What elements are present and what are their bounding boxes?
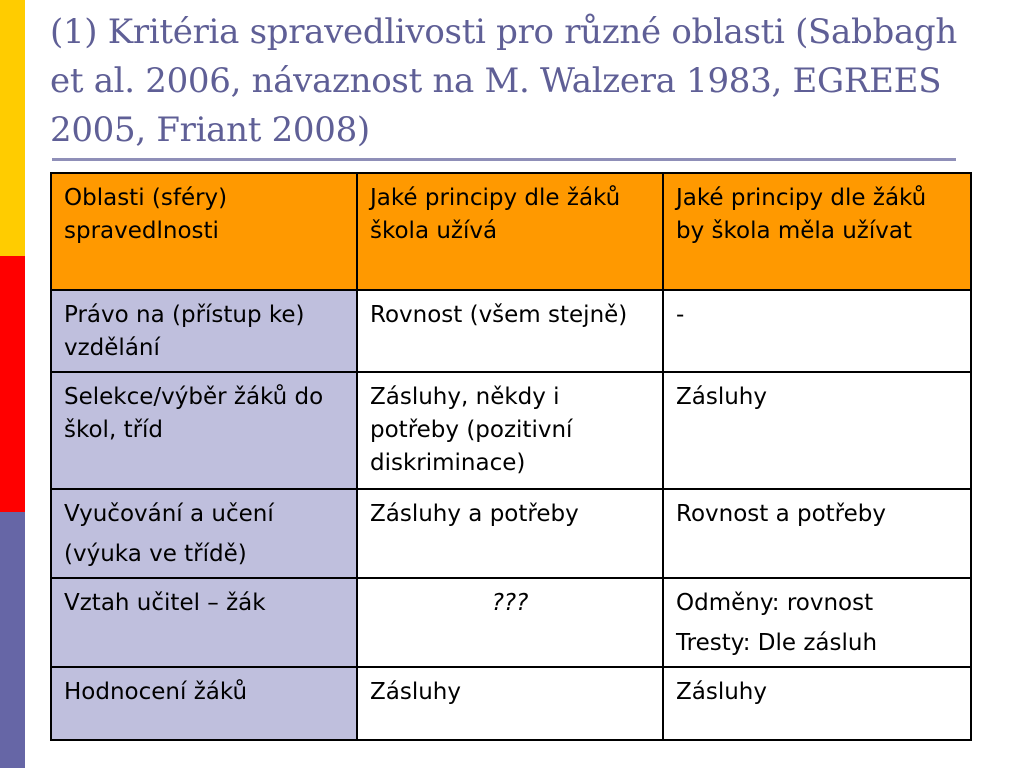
criteria-table <box>50 172 972 741</box>
row-label-cell <box>51 489 357 578</box>
row-label-cell <box>51 290 357 372</box>
row-label-cell <box>51 667 357 740</box>
should-principle-cell <box>663 667 971 740</box>
side-stripe-red <box>0 256 25 512</box>
used-principle-cell <box>357 667 663 740</box>
cell-text: Zásluhy <box>676 679 767 705</box>
row-label-cell <box>51 578 357 667</box>
header-cell-used: Jaké principy dle žáků škola užívá <box>357 173 663 290</box>
cell-text: Selekce/výběr žáků do škol, tříd <box>64 384 324 443</box>
side-stripe-yellow <box>0 0 25 256</box>
cell-text: Zásluhy <box>676 384 767 410</box>
cell-text: Právo na (přístup ke) vzdělání <box>64 302 305 361</box>
table-row <box>51 489 971 578</box>
cell-text: Tresty: Dle zásluh <box>676 630 878 656</box>
table-row <box>51 290 971 372</box>
header-cell-area: Oblasti (sféry) spravedlnosti <box>51 173 357 290</box>
side-stripe-blue <box>0 512 25 768</box>
table-row <box>51 578 971 667</box>
cell-text: Rovnost a potřeby <box>676 501 886 527</box>
cell-text: Hodnocení žáků <box>64 679 248 705</box>
row-label-cell <box>51 372 357 489</box>
cell-text: Odměny: rovnost <box>676 590 874 616</box>
cell-text: Vztah učitel – žák <box>64 590 266 616</box>
title-underline <box>52 158 956 161</box>
table-row <box>51 372 971 489</box>
used-principle-cell <box>357 578 663 667</box>
cell-text: - <box>676 302 685 328</box>
slide-title: (1) Kritéria spravedlivosti pro různé oblasti (Sabbagh et al. 2006, návaznost na M. Walzera 1983, EGREES 2005, Friant 2008) <box>50 12 957 150</box>
cell-text: ??? <box>491 590 529 616</box>
cell-text: Zásluhy a potřeby <box>370 501 579 527</box>
used-principle-cell <box>357 372 663 489</box>
cell-text: Zásluhy <box>370 679 461 705</box>
header-cell-should: Jaké principy dle žáků by škola měla užívat <box>663 173 971 290</box>
should-principle-cell <box>663 489 971 578</box>
cell-text: Rovnost (všem stejně) <box>370 302 628 328</box>
should-principle-cell <box>663 372 971 489</box>
should-principle-cell <box>663 578 971 667</box>
table-header-row <box>51 173 971 290</box>
table-row <box>51 667 971 740</box>
cell-text: (výuka ve třídě) <box>64 541 247 567</box>
used-principle-cell <box>357 489 663 578</box>
cell-text: Zásluhy, někdy i potřeby (pozitivní diskriminace) <box>370 384 573 476</box>
should-principle-cell <box>663 290 971 372</box>
used-principle-cell <box>357 290 663 372</box>
cell-text: Vyučování a učení <box>64 501 274 527</box>
